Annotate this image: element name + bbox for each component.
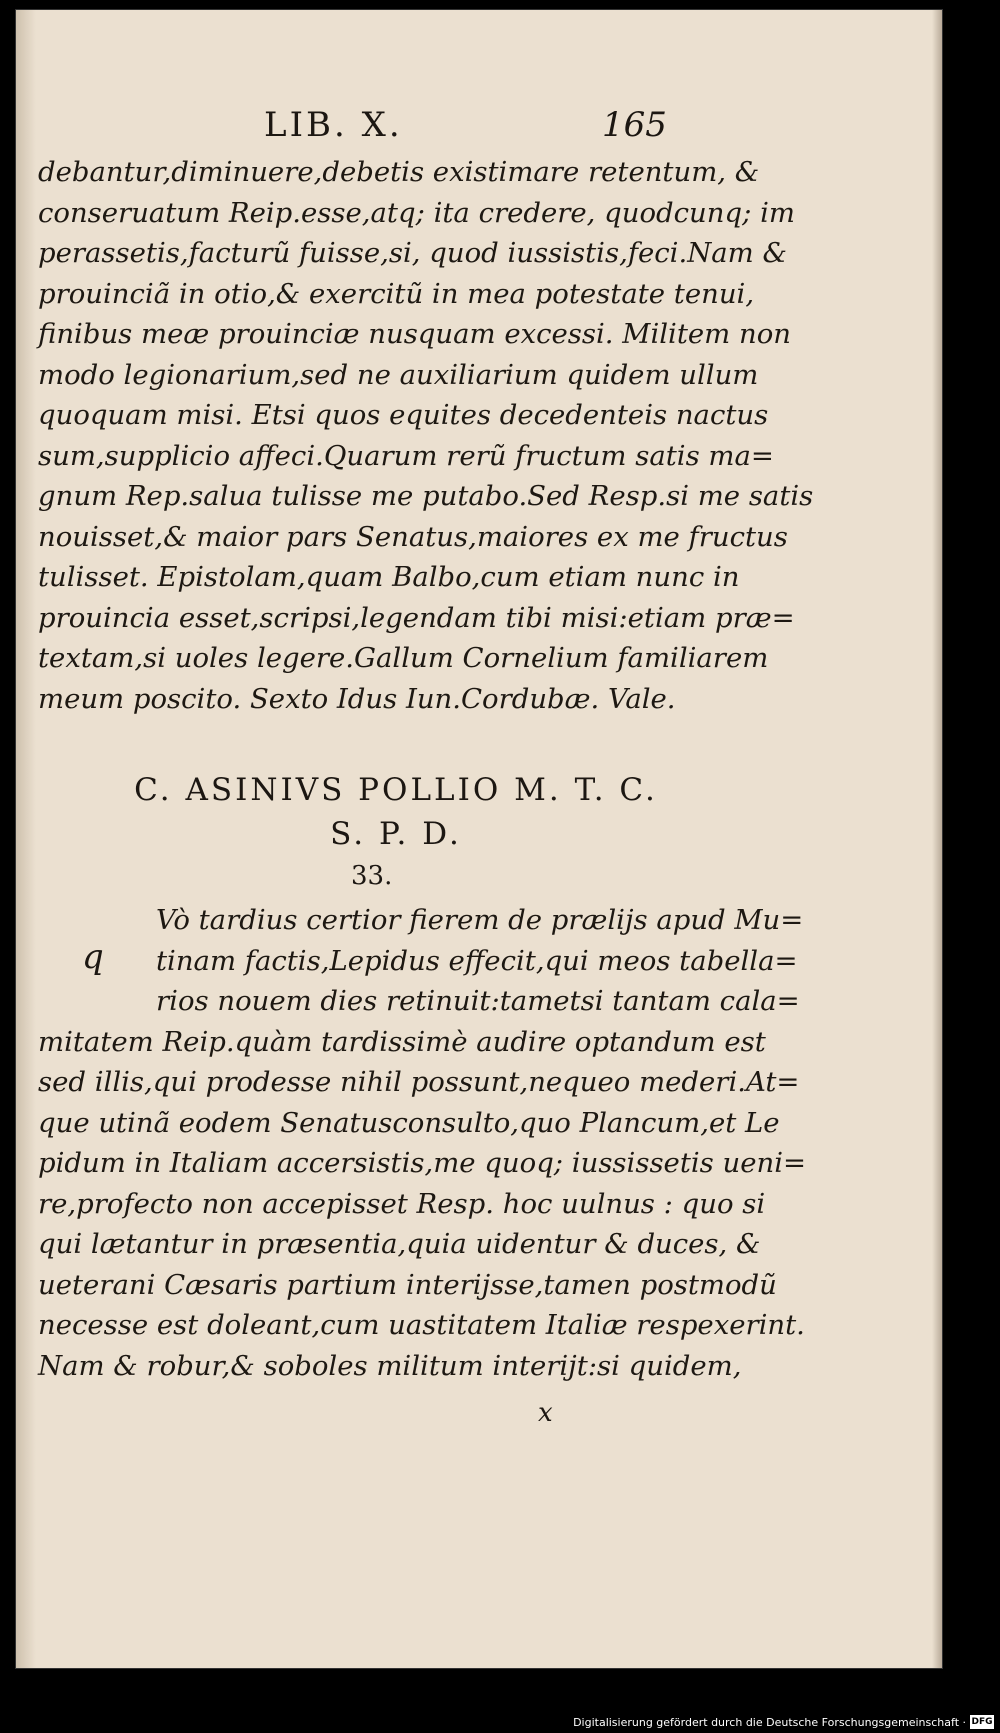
text-line: re,profecto non accepisset Resp. hoc uulnus : quo si [38, 1187, 766, 1220]
text-line: prouinciã in otio,& exercitũ in mea potestate tenui, [38, 277, 755, 310]
text-line: finibus meæ prouinciæ nusquam excessi. Militem non [38, 318, 791, 350]
dfg-logo: DFG [971, 1717, 993, 1727]
text-line: meum poscito. Sexto Idus Iun.Cordubæ. Vale. [38, 682, 676, 715]
letter-ending-paragraph [38, 152, 814, 719]
text-line: perassetis,facturũ fuisse,si, quod iussistis,feci.Nam & [38, 237, 787, 269]
text-line: que utinã eodem Senatusconsulto,quo Plancum,et Le [38, 1106, 780, 1139]
letter-heading: C. ASINIVS POLLIO M. T. C. [134, 772, 658, 808]
text-line: tulisset. Epistolam,quam Balbo,cum etiam nunc in [38, 561, 740, 593]
text-line: necesse est doleant,cum uastitatem Italiæ respexerint. [38, 1309, 805, 1341]
page-edge-shadow [932, 10, 942, 1668]
text-line: prouincia esset,scripsi,legendam tibi misi:etiam præ= [38, 601, 795, 634]
catchword: x [538, 1398, 553, 1428]
funding-credit: Digitalisierung gefördert durch die Deutsche Forschungsgemeinschaft · [573, 1716, 966, 1729]
book-page [15, 9, 943, 1669]
text-line: Nam & robur,& soboles militum interijt:si quidem, [38, 1349, 742, 1382]
footer-bar [0, 1711, 1000, 1733]
text-line: ueterani Cæsaris partium interijsse,tamen postmodũ [38, 1268, 777, 1301]
drop-cap: q [82, 937, 104, 977]
letter-salutation: S. P. D. [330, 816, 462, 852]
page-number: 165 [602, 105, 667, 145]
text-line: pidum in Italiam accersistis,me quoq; iussissetis ueni= [38, 1147, 807, 1179]
text-line: qui lætantur in præsentia,quia uidentur & duces, & [38, 1228, 761, 1260]
text-line: quoquam misi. Etsi quos equites decedenteis nactus [38, 399, 769, 431]
text-line: tinam factis,Lepidus effecit,qui meos tabella= [156, 944, 798, 977]
text-line: modo legionarium,sed ne auxiliarium quidem ullum [38, 358, 759, 391]
text-line: mitatem Reip.quàm tardissimè audire optandum est [38, 1025, 766, 1058]
text-line: sed illis,qui prodesse nihil possunt,nequeo mederi.At= [38, 1066, 800, 1098]
page-header [16, 105, 942, 149]
epistle-number: 33. [351, 861, 393, 891]
letter-body-paragraph [38, 900, 807, 1386]
text-line: rios nouem dies retinuit:tametsi tantam cala= [156, 985, 800, 1017]
text-line: debantur,diminuere,debetis existimare retentum, & [38, 156, 760, 188]
text-line: gnum Rep.salua tulisse me putabo.Sed Resp.si me satis [38, 480, 814, 512]
text-line: textam,si uoles legere.Gallum Cornelium familiarem [38, 642, 769, 674]
text-line: sum,supplicio affeci.Quarum rerũ fructum satis ma= [38, 439, 774, 472]
text-line: Vò tardius certior fierem de prælijs apud Mu= [156, 904, 804, 936]
running-head: LIB. X. [264, 105, 403, 145]
text-line: nouisset,& maior pars Senatus,maiores ex me fructus [38, 520, 788, 553]
text-line: conseruatum Reip.esse,atq; ita credere, quodcunq; im [38, 196, 795, 229]
